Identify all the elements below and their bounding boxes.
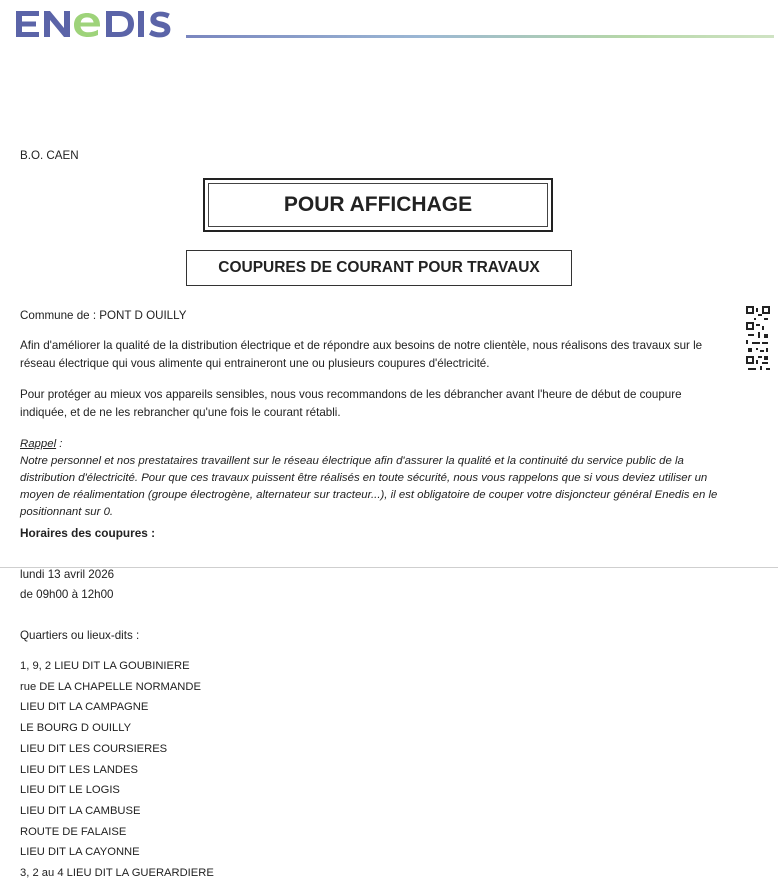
enedis-logo xyxy=(12,6,178,42)
subtitle-box xyxy=(186,250,572,286)
location-item: LE BOURG D OUILLY xyxy=(20,722,132,735)
outage-date: lundi 13 avril 2026 xyxy=(20,568,115,581)
reminder-title: Rappel xyxy=(20,438,57,450)
qr-code-image xyxy=(746,306,770,372)
header-rule xyxy=(186,35,774,38)
office-label: B.O. CAEN xyxy=(20,149,79,162)
scan-artifact-line xyxy=(0,567,778,568)
commune-label: Commune de : PONT D OUILLY xyxy=(20,309,187,322)
location-item: LIEU DIT LES COURSIERES xyxy=(20,742,168,755)
location-item: ROUTE DE FALAISE xyxy=(20,825,127,838)
location-item: LIEU DIT LES LANDES xyxy=(20,763,138,776)
location-item: 3, 2 au 4 LIEU DIT LA GUERARDIERE xyxy=(20,867,214,880)
location-item: rue DE LA CHAPELLE NORMANDE xyxy=(20,680,201,693)
location-item: LIEU DIT LE LOGIS xyxy=(20,784,120,797)
page-subtitle: COUPURES DE COURANT POUR TRAVAUX xyxy=(218,259,540,276)
reminder-colon: : xyxy=(56,438,63,450)
location-item: LIEU DIT LA CAMBUSE xyxy=(20,804,141,817)
location-item: LIEU DIT LA CAYONNE xyxy=(20,846,140,859)
advice-paragraph: Pour protéger au mieux vos appareils sensibles, nous vous recommandons de les débrancher avant l'heure de début de coupure indiquée, et de ne les rebrancher qu'une fois le courant rétabli. xyxy=(20,388,682,419)
title-box xyxy=(203,178,553,232)
location-item: LIEU DIT LA CAMPAGNE xyxy=(20,701,149,714)
page-title: POUR AFFICHAGE xyxy=(283,193,473,216)
reminder-text: Notre personnel et nos prestataires travaillent sur le réseau électrique afin d'assurer la qualité et la continuité du service public de la distribution d'électricité. Pour que ces travaux puissent être réalisés en toute sécurité, nous vous rappelons que si vous deviez utiliser un moyen de réalimentation (groupe électrogène, alternateur sur tracteur...), il est obligatoire de couper votre disjoncteur général Enedis en le positionnant sur 0. xyxy=(20,455,718,518)
intro-paragraph: Afin d'améliorer la qualité de la distribution électrique et de répondre aux besoins de notre clientèle, nous réalisons des travaux sur le réseau électrique qui vous alimente qui entraineront une ou plusieurs coupures d'électricité. xyxy=(20,339,703,370)
locations-list xyxy=(20,656,214,884)
reminder-block xyxy=(20,436,720,521)
outage-time: de 09h00 à 12h00 xyxy=(20,588,114,601)
location-item: 1, 9, 2 LIEU DIT LA GOUBINIERE xyxy=(20,660,190,672)
locations-label: Quartiers ou lieux-dits : xyxy=(20,629,140,642)
schedule-heading: Horaires des coupures : xyxy=(20,526,156,540)
